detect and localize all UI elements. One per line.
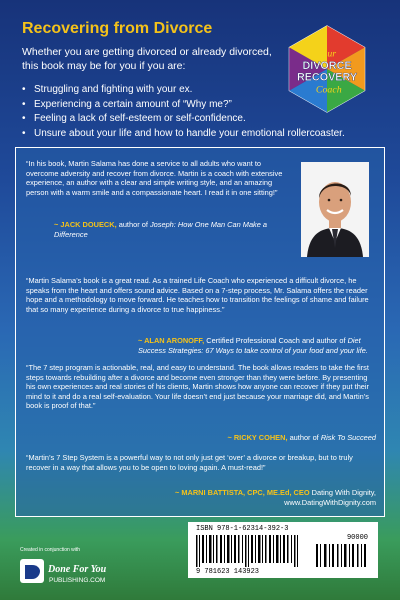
isbn-barcode (188, 522, 378, 578)
done-for-you-logo-icon (20, 555, 130, 591)
addon-bars-icon (316, 544, 370, 567)
svg-text:Your: Your (317, 48, 337, 60)
intro-text: Whether you are getting divorced or already divorced, this book may be for you if you are: (22, 46, 272, 72)
quote-3-work: Risk To Succeed (320, 433, 376, 442)
quote-4-name: ~ MARNI BATTISTA, CPC, ME.Ed, CEO (174, 488, 310, 497)
publisher-credit: Created in conjunction with (20, 547, 81, 553)
quote-3-name: ~ RICKY COHEN, (227, 433, 288, 442)
quote-1-role: author of (118, 220, 148, 229)
quote-4-url: www.DatingWithDignity.com (284, 497, 376, 507)
svg-text:PUBLISHING.COM: PUBLISHING.COM (49, 577, 106, 584)
quote-3-text: “The 7 step program is actionable, real, and easy to understand. The book allows readers to take the first steps towards rebuilding after a divorce and become even stronger than they were before. By presenting his own experiences and real stories of his clients, Martin shows how anyone can recover if they put their mind to it and do a real self-evaluation. Your life doesn’t end just because your marriage did, and Martin’s book is proof of that.” (26, 363, 370, 411)
quote-1-attribution (54, 220, 294, 239)
svg-text:DIVORCE: DIVORCE (302, 60, 352, 72)
publisher-logo (20, 547, 130, 591)
bullet-item: • Unsure about your life and how to handle your emotional rollercoaster. (22, 127, 392, 142)
bullet-item: • Struggling and fighting with your ex. (22, 83, 392, 98)
bullet-item: • Experiencing a certain amount of “Why me?” (22, 98, 392, 113)
quote-2-name: ~ ALAN ARONOFF, (138, 336, 205, 345)
quote-2-work: Diet Success Strategies: 67 Ways to take control of your food and your life. (138, 336, 368, 355)
quote-1-text: “In his book, Martin Salama has done a service to all adults who want to overcome adversity and recover from divorce. Martin is a coach with extensive experience, an author with a clear and simple writing style, and an amazing person with a warm smile and a compassionate heart. I read it in one sitting!” (26, 159, 283, 197)
quote-4-attribution (126, 488, 376, 507)
quote-1-work: Joseph: How One Man Can Make a Difference (54, 220, 268, 239)
quote-4-text: “Martin’s 7 Step System is a powerful way to not only just get ‘over’ a divorce or breakup, but to truly recover in a way that allows you to be open to loving again. A must-read!” (26, 453, 353, 472)
quote-3-attribution (196, 433, 376, 443)
bullet-item: • Feeling a lack of self-esteem or self-confidence. (22, 112, 392, 127)
author-photo (301, 162, 369, 257)
quote-1-name: ~ JACK DOUECK, (54, 220, 117, 229)
svg-text:Coach: Coach (315, 84, 342, 96)
svg-text:Done For You: Done For You (48, 564, 107, 575)
quote-4-role: Dating With Dignity, (311, 488, 376, 497)
barcode-bars-icon (196, 535, 306, 567)
quote-3-role: author of (289, 433, 319, 442)
svg-text:RECOVERY: RECOVERY (296, 71, 358, 84)
testimonials-panel (15, 147, 385, 517)
isbn-label: ISBN 978-1-62314-392-3 (196, 525, 289, 533)
divorce-recovery-coach-logo (282, 24, 372, 114)
quote-2-role: Certified Professional Coach and author of (206, 336, 346, 345)
isbn-digits: 9 781623 143923 (196, 568, 260, 576)
quote-2-attribution (138, 336, 376, 355)
quote-2-text: “Martin Salama’s book is a great read. As a trained Life Coach who experienced a difficult divorce, he speaks from the heart and offers sound advice. Based on a 7-step process, Mr. Salama offers the reader hope and a methodology to move forward. He teaches how to transition the feelings of shame and failure that so many experience during a divorce to true happiness.” (26, 276, 369, 314)
price-code: 90000 (346, 534, 368, 542)
book-headline: Recovering from Divorce (22, 20, 213, 37)
